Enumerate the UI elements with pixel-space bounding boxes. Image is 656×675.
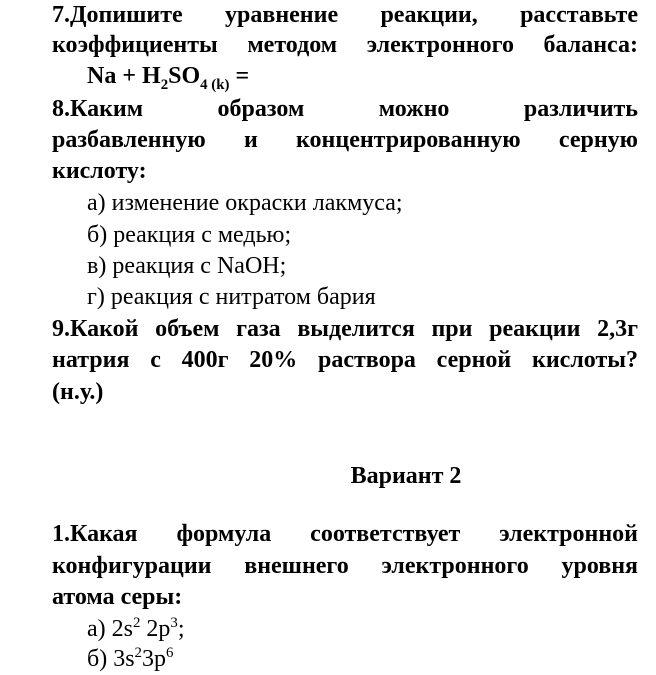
opt-a-mid: 2p (140, 616, 171, 642)
eq-part-c: = (229, 63, 250, 89)
opt-b-sup-2: 6 (165, 645, 174, 661)
q8-option-b: б) реакция с медью; (87, 222, 292, 248)
v2q1-line-2: конфигурации внешнего электронного уровня (52, 553, 638, 579)
q9-line-2: натрия с 400г 20% раствора серной кислоты? (52, 347, 638, 373)
v2q1-line-1: 1.Какая формула соответствует электронной (52, 521, 638, 547)
v2q1-line-3: атома серы: (52, 584, 183, 610)
q8-option-a: а) изменение окраски лакмуса; (87, 190, 403, 216)
opt-b-sup-1: 2 (134, 645, 142, 661)
opt-a-sup-2: 3 (170, 615, 178, 631)
opt-a-prefix: а) 2s (87, 616, 133, 642)
opt-a-sup-1: 2 (132, 615, 141, 631)
eq-sub-1: 2 (160, 76, 169, 93)
q9-line-1: 9.Какой объем газа выделится при реакции 2,3г (52, 316, 638, 342)
eq-part-b: SO (168, 63, 201, 89)
eq-sub-2: 4 (k) (200, 76, 230, 93)
opt-b-mid: 3p (141, 646, 166, 672)
q7-equation (87, 61, 249, 92)
q8-line-2: разбавленную и концентрированную серную (52, 127, 638, 153)
q7-line-2: коэффициенты методом электронного баланса: (52, 32, 638, 58)
q8-option-d: г) реакция с нитратом бария (87, 284, 376, 310)
q7-line-1: 7.Допишите уравнение реакции, расставьте (52, 2, 638, 28)
q8-line-3: кислоту: (52, 158, 147, 184)
v2q1-option-b (87, 644, 173, 675)
q9-line-3: (н.у.) (52, 379, 104, 405)
opt-a-suffix: ; (177, 616, 185, 642)
variant-heading: Вариант 2 (350, 463, 462, 489)
q8-line-1: 8.Каким образом можно различить (52, 96, 638, 122)
v2q1-option-a (87, 614, 185, 645)
eq-part-a: Na + H (87, 63, 161, 89)
q8-option-c: в) реакция с NaOH; (87, 253, 287, 279)
opt-b-prefix: б) 3s (87, 646, 135, 672)
